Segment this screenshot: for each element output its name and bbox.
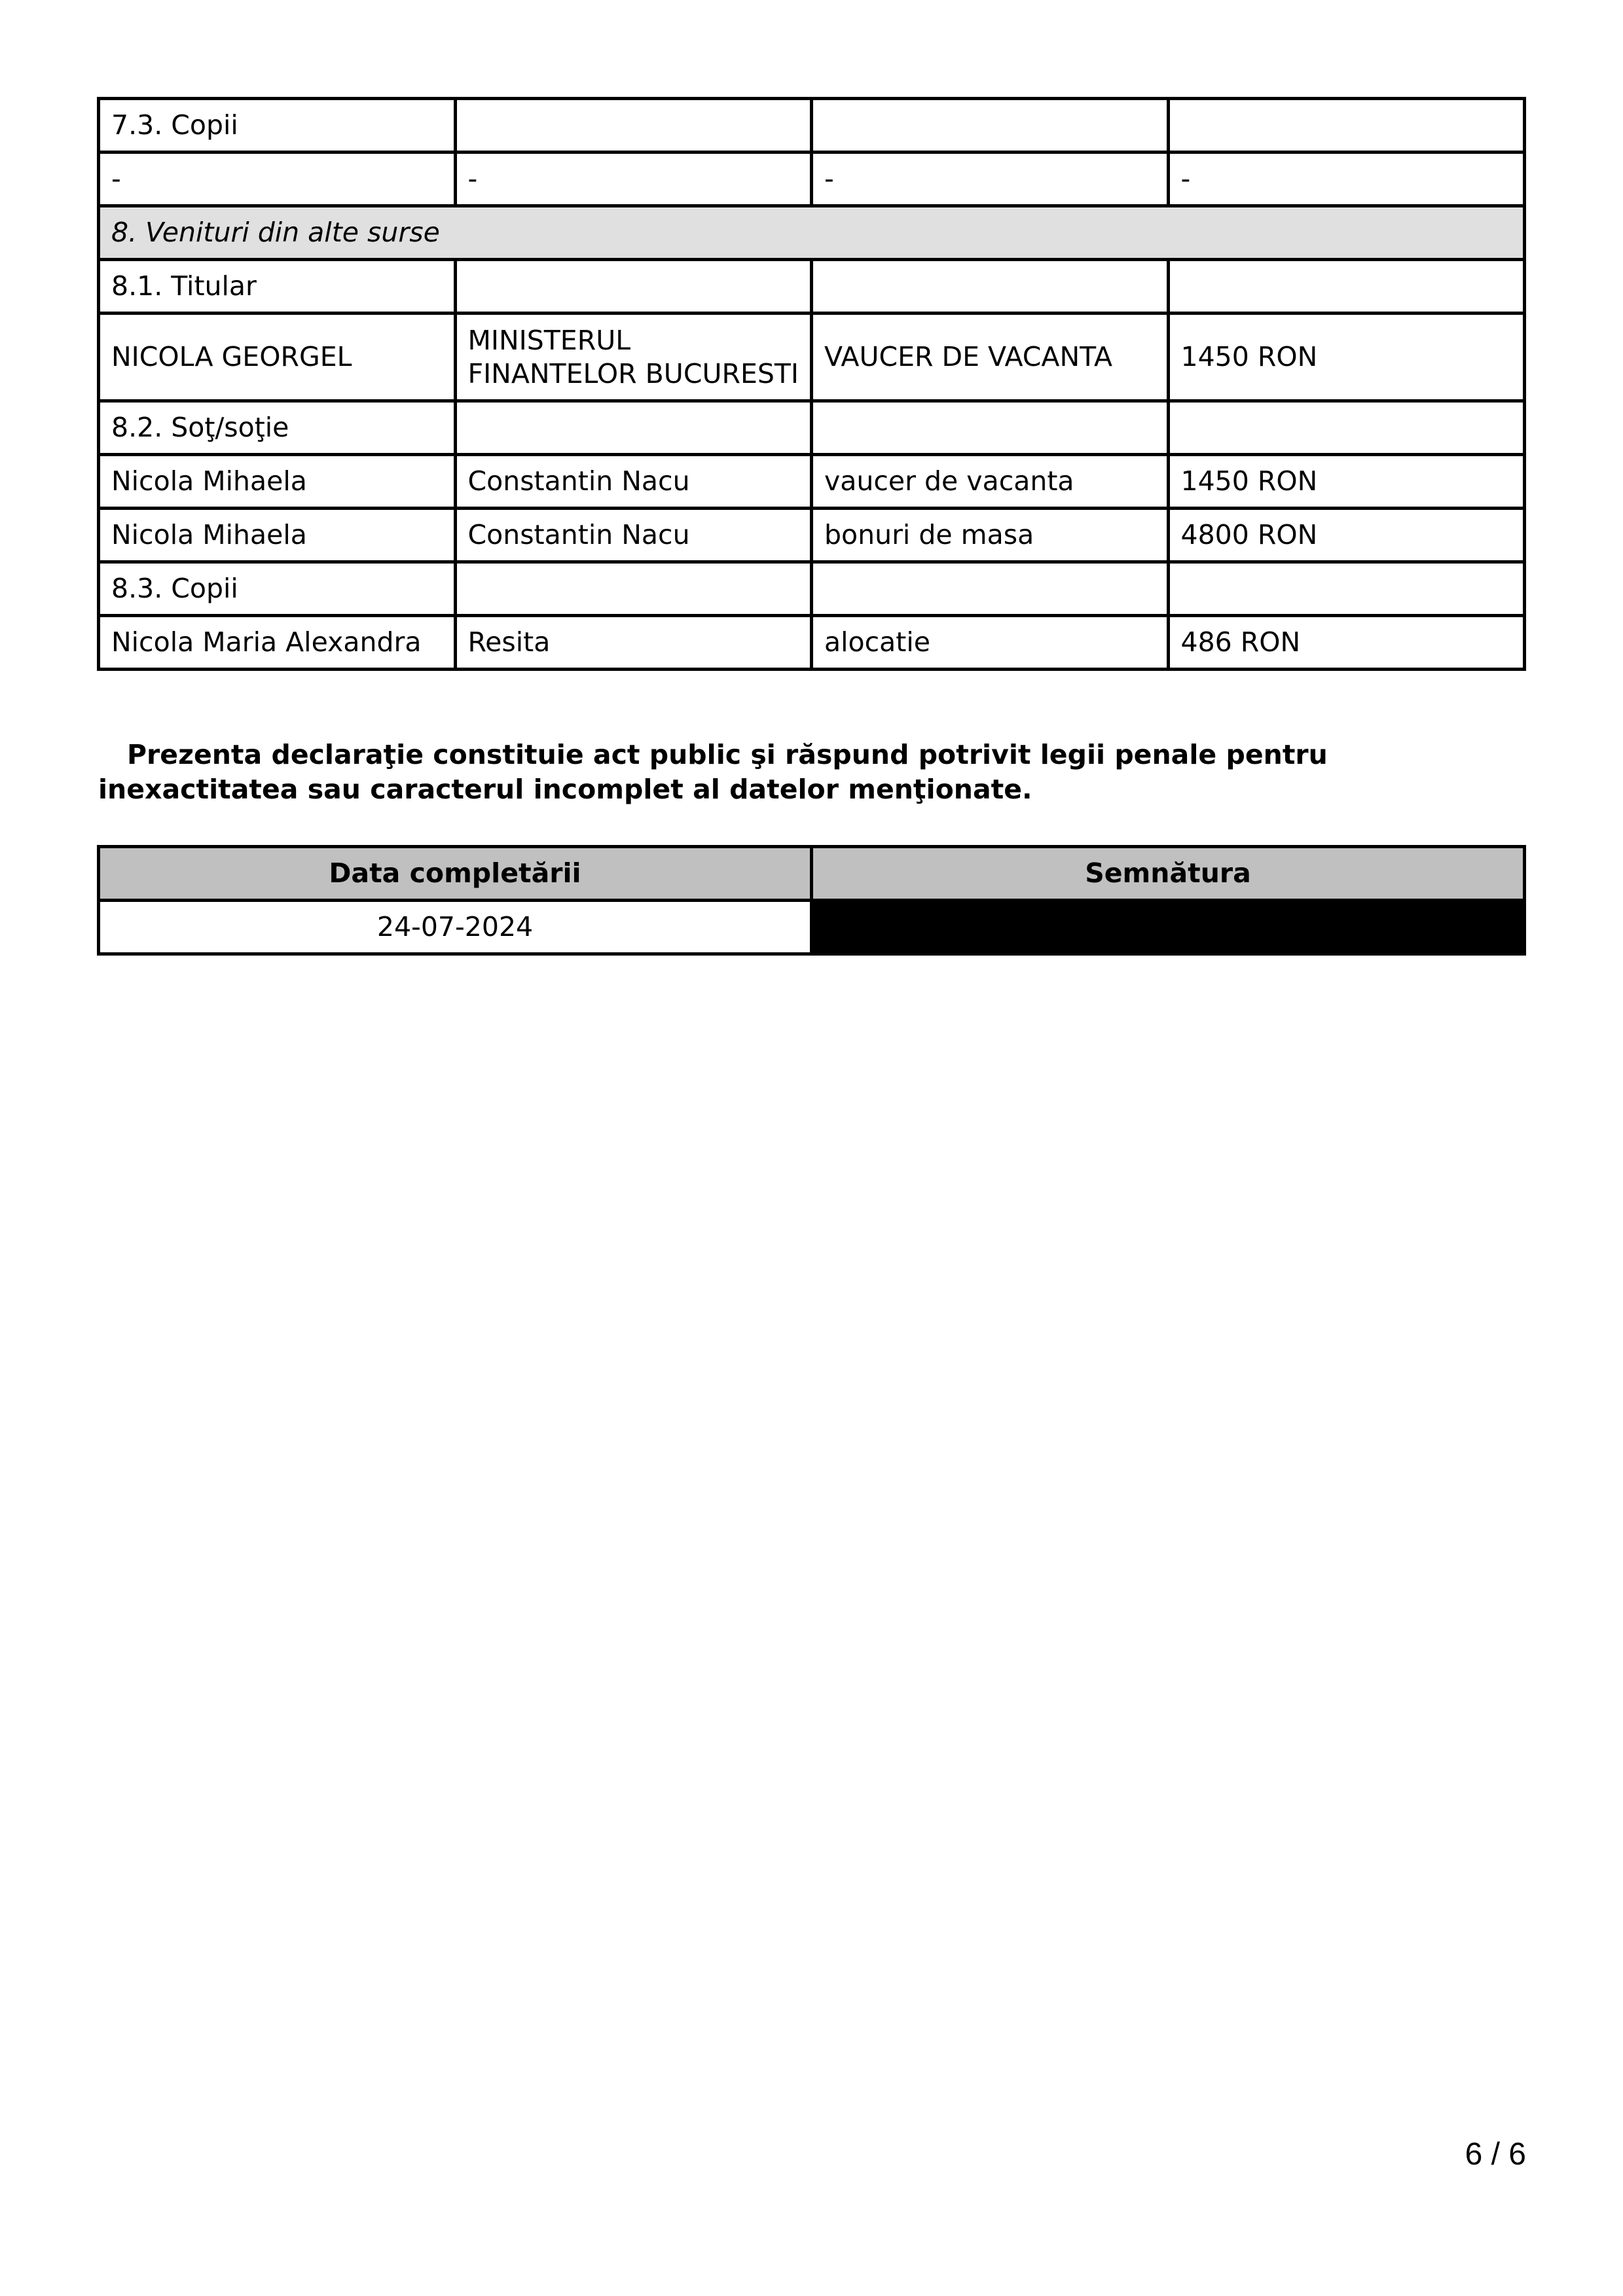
amount-cell: 4800 RON xyxy=(1168,509,1525,562)
amount-cell: 1450 RON xyxy=(1168,314,1525,401)
table-row xyxy=(99,152,1525,206)
signature-redacted xyxy=(812,901,1525,954)
row-label: 8.2. Soţ/soţie xyxy=(99,401,456,455)
table-cell xyxy=(455,260,812,314)
source-cell: Constantin Nacu xyxy=(455,455,812,509)
signature-header: Semnătura xyxy=(812,847,1525,901)
table-cell xyxy=(1168,99,1525,152)
table-cell: - xyxy=(99,152,456,206)
amount-cell: 486 RON xyxy=(1168,616,1525,670)
table-cell: - xyxy=(1168,152,1525,206)
income-table-body xyxy=(99,99,1525,670)
source-cell: Resita xyxy=(455,616,812,670)
table-cell xyxy=(1168,401,1525,455)
table-cell xyxy=(455,562,812,616)
table-cell: - xyxy=(812,152,1169,206)
table-cell: - xyxy=(455,152,812,206)
page-number: 6 / 6 xyxy=(1465,2137,1526,2172)
table-row xyxy=(99,260,1525,314)
table-cell xyxy=(812,401,1169,455)
table-cell xyxy=(1168,260,1525,314)
amount-cell: 1450 RON xyxy=(1168,455,1525,509)
table-cell xyxy=(1168,562,1525,616)
income-table xyxy=(97,97,1526,671)
table-row xyxy=(99,509,1525,562)
table-cell xyxy=(812,562,1169,616)
table-cell xyxy=(812,260,1169,314)
beneficiary-cell: Nicola Mihaela xyxy=(99,455,456,509)
signature-table-body xyxy=(99,847,1525,954)
section-row xyxy=(99,206,1525,260)
table-row xyxy=(99,562,1525,616)
source-cell: MINISTERUL FINANTELOR BUCURESTI xyxy=(455,314,812,401)
table-cell xyxy=(455,99,812,152)
signature-header-row xyxy=(99,847,1525,901)
row-label: 7.3. Copii xyxy=(99,99,456,152)
beneficiary-cell: Nicola Maria Alexandra xyxy=(99,616,456,670)
table-row xyxy=(99,616,1525,670)
table-row xyxy=(99,401,1525,455)
date-header: Data completării xyxy=(99,847,812,901)
table-cell xyxy=(455,401,812,455)
signature-table xyxy=(97,845,1526,956)
signature-value-row xyxy=(99,901,1525,954)
source-cell: Constantin Nacu xyxy=(455,509,812,562)
section-title: 8. Venituri din alte surse xyxy=(99,206,1525,260)
service-cell: alocatie xyxy=(812,616,1169,670)
row-label: 8.1. Titular xyxy=(99,260,456,314)
table-row xyxy=(99,455,1525,509)
completion-date: 24-07-2024 xyxy=(99,901,812,954)
declaration-statement: Prezenta declaraţie constituie act public şi răspund potrivit legii penale pentru inexactitatea sau caracterul incomplet al datelor menţionate. xyxy=(98,739,1328,805)
table-cell xyxy=(812,99,1169,152)
table-row xyxy=(99,314,1525,401)
service-cell: bonuri de masa xyxy=(812,509,1169,562)
row-label: 8.3. Copii xyxy=(99,562,456,616)
beneficiary-cell: Nicola Mihaela xyxy=(99,509,456,562)
beneficiary-cell: NICOLA GEORGEL xyxy=(99,314,456,401)
service-cell: VAUCER DE VACANTA xyxy=(812,314,1169,401)
table-row xyxy=(99,99,1525,152)
service-cell: vaucer de vacanta xyxy=(812,455,1169,509)
